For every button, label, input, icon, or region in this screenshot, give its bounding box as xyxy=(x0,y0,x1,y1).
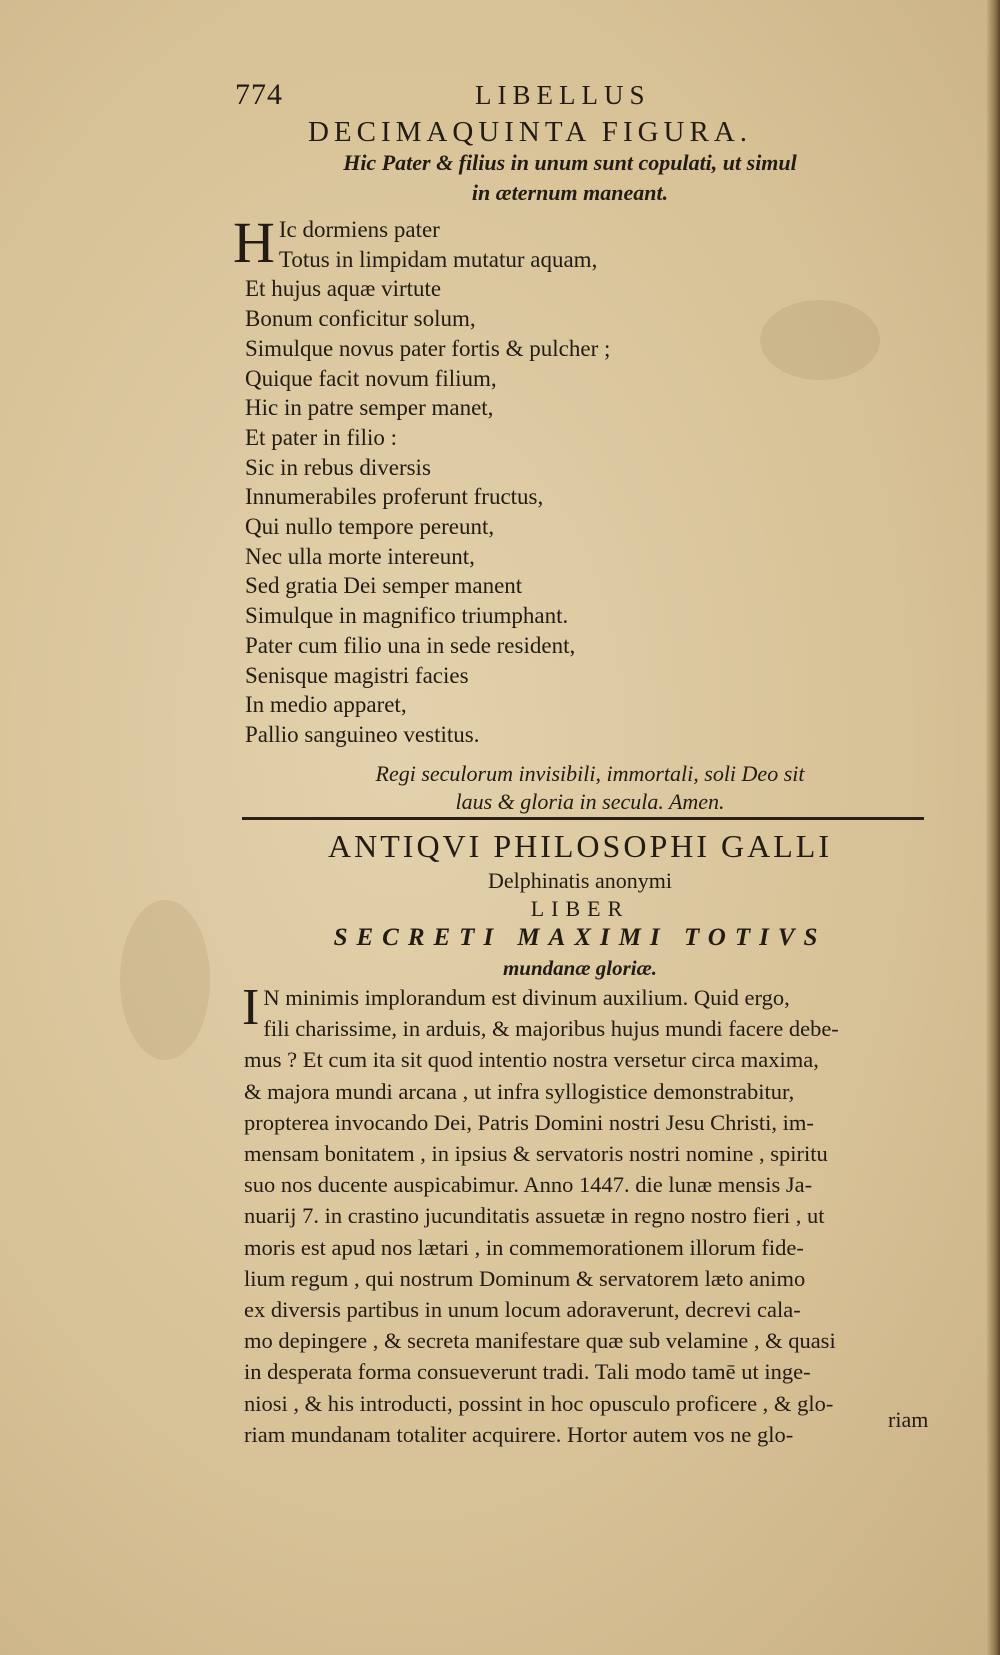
page-number: 774 xyxy=(235,78,283,111)
paper-stain xyxy=(120,900,210,1060)
motto-line-1: Hic Pater & filius in unum sunt copulati, ut simul xyxy=(343,150,797,175)
section-subheading: Delphinatis anonymi xyxy=(488,868,672,893)
poem-line: Pallio sanguineo vestitus. xyxy=(245,721,480,747)
prose-line: moris est apud nos lætari , in commemorationem illorum fide- xyxy=(244,1234,804,1260)
prose-line: niosi , & his introducti, possint in hoc opusculo proficere , & glo- xyxy=(244,1390,834,1416)
book-title-continued: mundanæ gloriæ. xyxy=(502,956,658,980)
poem-line: Sed gratia Dei semper manent xyxy=(245,573,523,599)
book-spine-edge xyxy=(986,0,1000,1655)
prose-line: in desperata forma consueverunt tradi. Tali modo tamē ut inge- xyxy=(244,1359,811,1385)
prose-line: N minimis implorandum est divinum auxilium. Quid ergo, xyxy=(263,985,790,1010)
book-title: SECRETI MAXIMI TOTIVS xyxy=(333,924,827,951)
poem-line: Ic dormiens pater xyxy=(278,217,440,242)
section-heading: ANTIQVI PHILOSOPHI GALLI xyxy=(328,828,832,864)
section-divider xyxy=(242,817,924,820)
poem-line: Sic in rebus diversis xyxy=(245,454,431,480)
closing-doxology xyxy=(270,760,910,816)
poem-line: Nec ulla morte intereunt, xyxy=(245,543,475,569)
page-header xyxy=(235,78,795,118)
running-title: LIBELLUS xyxy=(475,80,651,110)
closing-line-2: laus & gloria in secula. Amen. xyxy=(455,789,725,814)
prose-line: fili charissime, in arduis, & majoribus hujus mundi facere debe- xyxy=(263,1016,839,1042)
prose-line: mo depingere , & secreta manifestare quæ sub velamine , & quasi xyxy=(244,1328,836,1354)
prose-line: propterea invocando Dei, Patris Domini nostri Jesu Christi, im- xyxy=(244,1109,814,1135)
prose-line: nuarij 7. in crastino jucunditatis assuetæ in regno nostro fieri , ut xyxy=(244,1203,825,1229)
prose-line: suo nos ducente auspicabimur. Anno 1447. die lunæ mensis Ja- xyxy=(244,1172,813,1198)
poem-dropcap: H xyxy=(233,210,275,275)
prose-line: riam mundanam totaliter acquirere. Hortor autem vos ne glo- xyxy=(244,1421,794,1447)
prose-line: & majora mundi arcana , ut infra syllogistice demonstrabitur, xyxy=(244,1078,795,1104)
prose-body xyxy=(242,979,924,1450)
prose-line: ex diversis partibus in unum locum adoraverunt, decrevi cala- xyxy=(244,1297,801,1323)
poem-line: Simulque in magnifico triumphant. xyxy=(245,603,569,629)
poem-line: Totus in limpidam mutatur aquam, xyxy=(278,246,598,272)
poem-line: Et hujus aquæ virtute xyxy=(245,276,442,302)
closing-line-1: Regi seculorum invisibili, immortali, soli Deo sit xyxy=(375,761,805,786)
poem-line: Qui nullo tempore pereunt, xyxy=(245,514,495,540)
poem-line: Simulque novus pater fortis & pulcher ; xyxy=(245,335,611,361)
poem-line: Et pater in filio : xyxy=(245,424,398,450)
figure-title: DECIMAQUINTA FIGURA. xyxy=(307,116,753,148)
poem-line: Hic in patre semper manet, xyxy=(245,395,494,421)
poem-line: In medio apparet, xyxy=(245,692,407,718)
catchword: riam xyxy=(888,1407,929,1432)
prose-line: mensam bonitatem , in ipsius & servatoris nostri nomine , spiritu xyxy=(244,1141,828,1167)
prose-line: lium regum , qui nostrum Dominum & servatorem læto animo xyxy=(244,1265,806,1291)
poem-line: Senisque magistri facies xyxy=(245,662,469,688)
motto-line-2: in æternum maneant. xyxy=(471,180,669,205)
prose-line: mus ? Et cum ita sit quod intentio nostra versetur circa maxima, xyxy=(244,1047,819,1073)
poem-line: Innumerabiles proferunt fructus, xyxy=(245,484,544,510)
poem-line: Pater cum filio una in sede resident, xyxy=(245,632,576,658)
poem xyxy=(233,210,805,750)
poem-line: Bonum conficitur solum, xyxy=(245,306,476,332)
poem-line: Quique facit novum filium, xyxy=(245,365,497,391)
liber-label: LIBER xyxy=(530,896,630,921)
prose-dropcap: I xyxy=(242,979,260,1036)
